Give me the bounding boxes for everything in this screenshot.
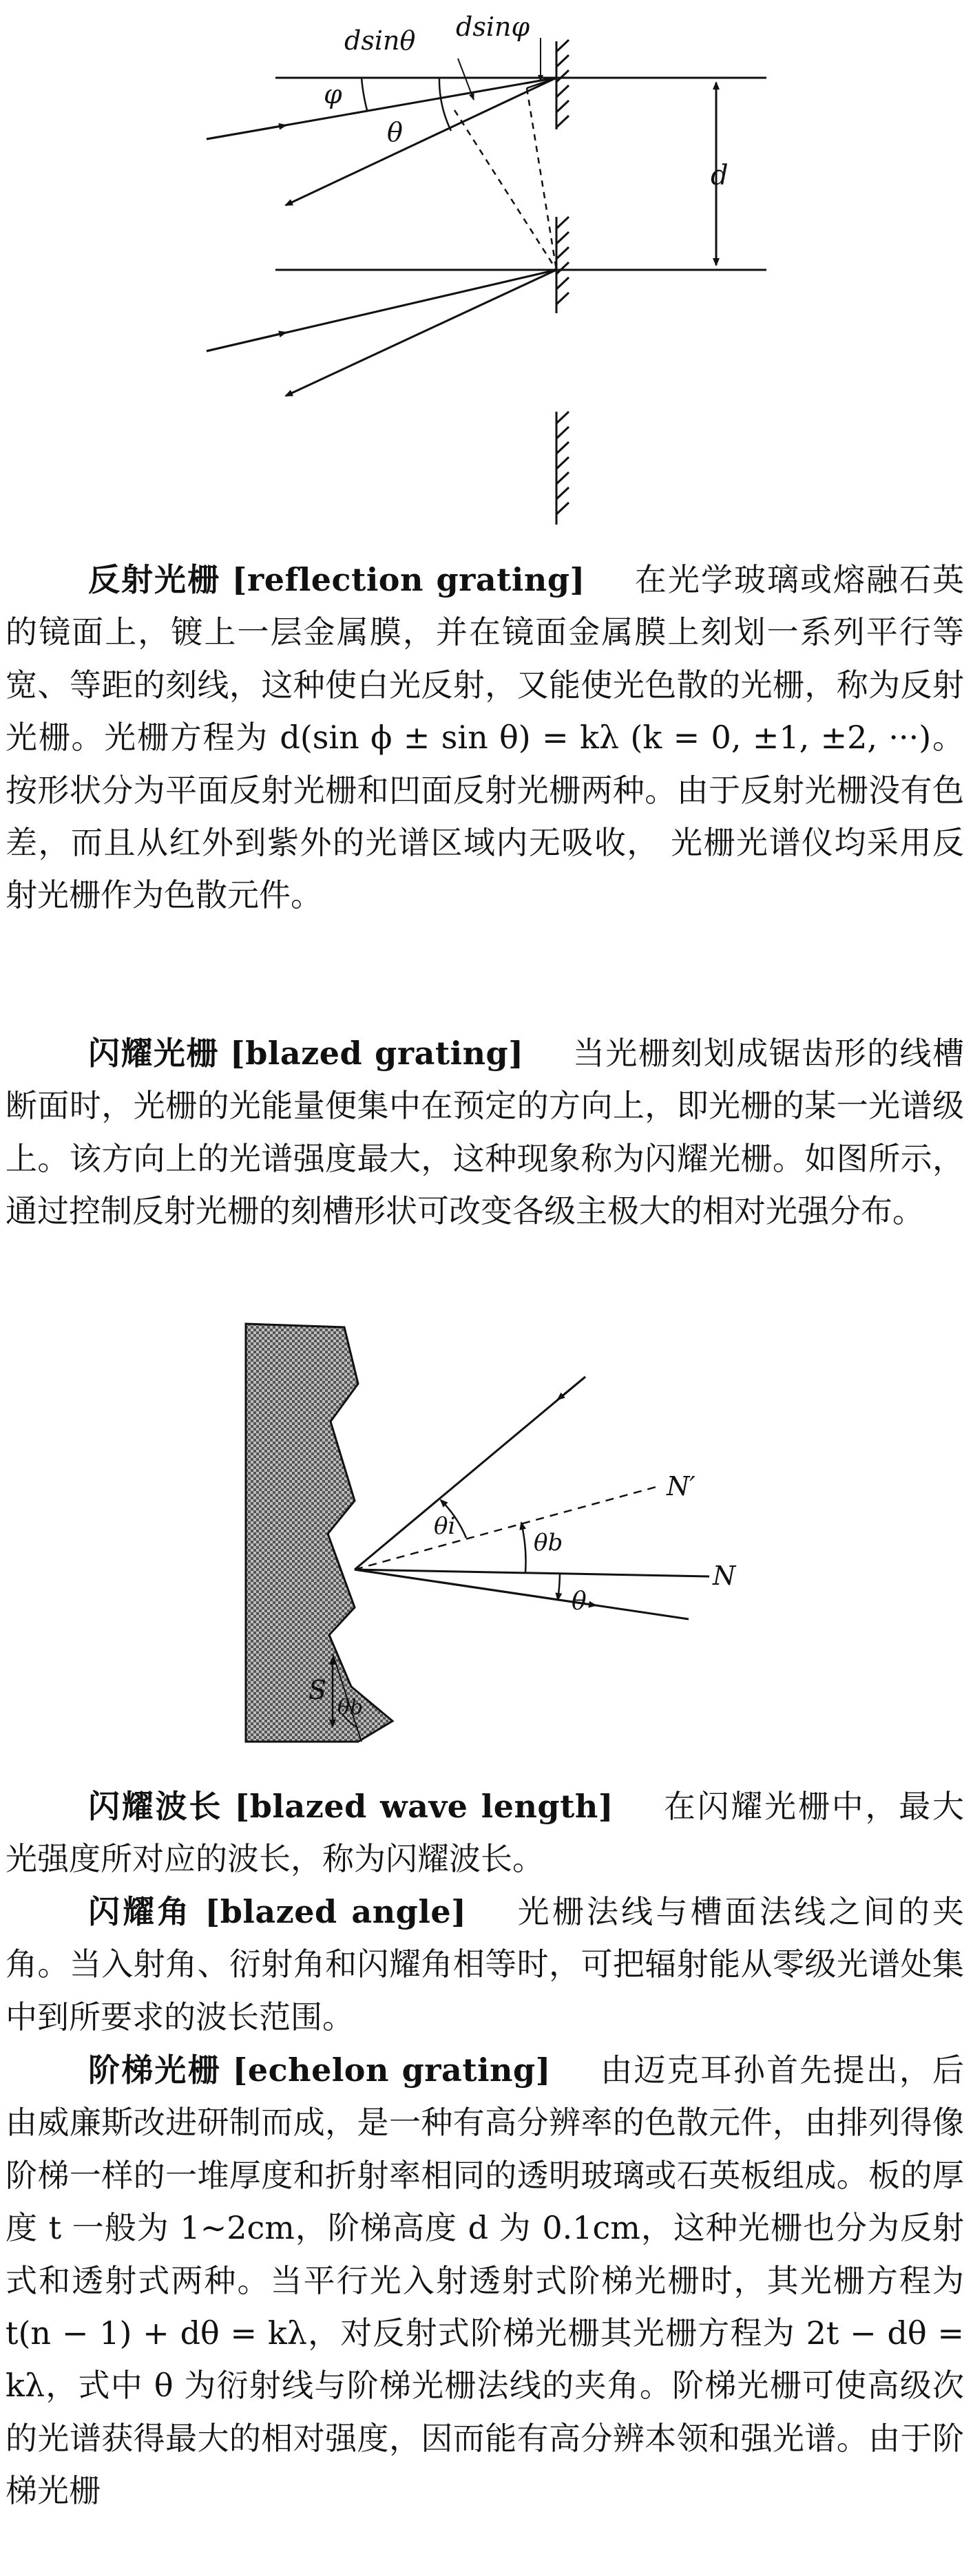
theta-b-tooth-label: θb (337, 1696, 364, 1720)
entry-body: 在闪耀光栅中，最大光强度所对应的波长，称为闪耀波长。 (6, 1788, 965, 1878)
theta-i-label: θi (434, 1512, 456, 1540)
entry-body: 当光栅刻划成锯齿形的线槽断面时，光栅的光能量便集中在预定的方向上，即光栅的某一光谱级上。该方向上的光谱强度最大，这种现象称为闪耀光栅。如图所示，通过控制反射光栅的刻槽形状可改变各级主极大的相对光强分布。 (6, 1035, 965, 1230)
reflection-grating-figure (0, 0, 973, 537)
blazed-grating-figure (0, 1301, 973, 1769)
entry-body: 由迈克耳孙首先提出，后由威廉斯改进研制而成，是一种有高分辨率的色散元件，由排列得像阶梯一样的一堆厚度和折射率相同的透明玻璃或石英板组成。板的厚度 t 一般为 1∼2cm，阶梯高度 d 为 0.1cm，这种光栅也分为反射式和透射式两种。当平行光入射透射式阶梯光栅时，其光栅方程为 t(n − 1) + dθ = kλ，对反射式阶梯光栅其光栅方程为 2t − dθ = kλ，式中 θ 为衍射线与阶梯光栅法线的夹角。阶梯光栅可使高级次的光谱获得最大的相对强度，因而能有高分辨本领和强光谱。由于阶梯光栅 (6, 2051, 965, 2510)
entry-echelon-grating (6, 2044, 964, 2517)
upper-grating-surface (556, 40, 569, 129)
middle-grating-surface (556, 217, 569, 313)
entry-term: 闪耀角 (88, 1893, 192, 1930)
entry-blazed-angle (6, 1886, 964, 2043)
lower-diffracted-ray (286, 270, 556, 396)
groove-normal-N-prime (355, 1486, 661, 1570)
n-prime-label: N′ (667, 1471, 695, 1501)
dashed-construction-line (527, 88, 556, 270)
entry-term: 阶梯光栅 (88, 2051, 221, 2089)
entry-english: [blazed wave length] (234, 1788, 614, 1825)
grating-normal-N (355, 1570, 709, 1576)
entry-english: [echelon grating] (232, 2051, 551, 2089)
entry-term: 闪耀波长 (88, 1788, 223, 1825)
entry-term: 反射光栅 (88, 561, 221, 598)
phi-label: φ (324, 79, 342, 109)
entry-english: [blazed grating] (229, 1035, 524, 1072)
phi-angle-arc (362, 78, 367, 110)
dashed-construction-line (454, 110, 556, 270)
lower-grating-surface (556, 412, 569, 525)
entry-term: 闪耀光栅 (88, 1035, 219, 1072)
theta-label: θ (572, 1587, 587, 1616)
theta-b-arc (521, 1523, 526, 1572)
theta-label: θ (387, 117, 403, 147)
d-label: d (711, 160, 729, 191)
theta-b-label: θb (534, 1529, 563, 1556)
theta-arc (558, 1574, 560, 1600)
entry-english: [blazed angle] (205, 1893, 467, 1930)
entry-body: 光栅法线与槽面法线之间的夹角。当入射角、衍射角和闪耀角相等时，可把辐射能从零级光谱处集中到所要求的波长范围。 (6, 1893, 965, 2036)
entry-blazed-wave-length (6, 1780, 964, 1886)
theta-angle-arc (439, 78, 451, 131)
dsin-phi-label: dsinφ (456, 12, 530, 42)
entry-body: 在光学玻璃或熔融石英的镜面上，镀上一层金属膜，并在镜面金属膜上刻划一系列平行等宽、等距的刻线，这种使白光反射，又能使光色散的光栅，称为反射光栅。光栅方程为 d(sin ϕ ± sin θ) = kλ (k = 0, ±1, ±2, ···)。按形状分为平面反射光栅和凹面反射光栅两种。由于反射光栅没有色差，而且从红外到紫外的光谱区域内无吸收， 光栅光谱仪均采用反射光栅作为色散元件。 (6, 561, 965, 914)
n-label: N (713, 1561, 736, 1591)
entry-blazed-grating (6, 1027, 964, 1238)
entry-english: [reflection grating] (231, 561, 585, 598)
entry-reflection-grating (6, 553, 964, 922)
s-label: S (308, 1675, 327, 1705)
dsin-theta-label: dsinθ (344, 25, 416, 56)
